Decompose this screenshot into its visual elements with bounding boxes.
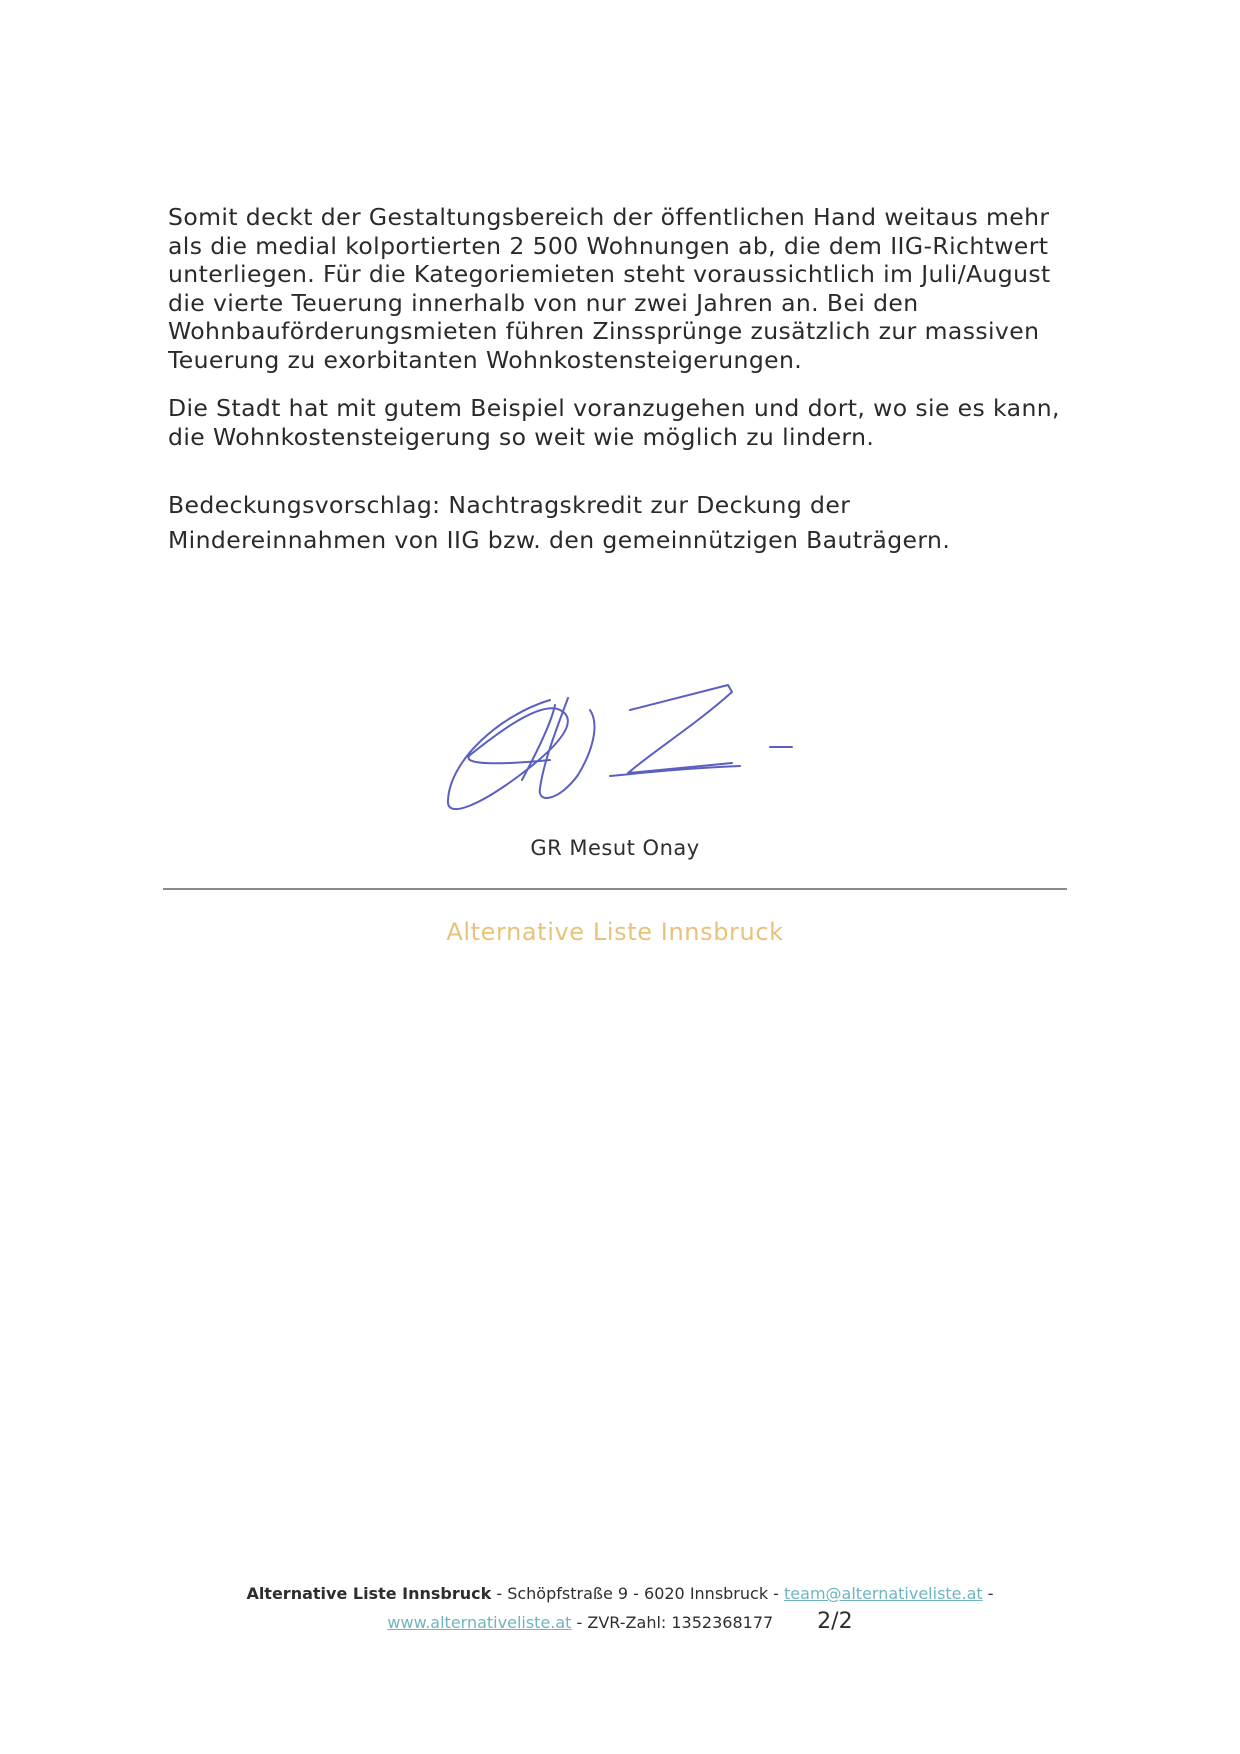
paragraph-housing-costs: Somit deckt der Gestaltungsbereich der öffentlichen Hand weitaus mehr als die medial kolportierten 2 500 Wohnungen ab, die dem IIG-Richtwert unterliegen. Für die Kategoriemieten steht voraussichtlich im Juli/August die vierte Teuerung innerhalb von nur zwei Jahren an. Bei den Wohnbauförderungsmieten führen Zinssprünge zusätzlich zur massiven Teuerung zu exorbitanten Wohnkostensteigerungen. [168,203,1051,374]
signer-name: GR Mesut Onay [530,836,700,860]
footer-website-link[interactable]: www.alternativeliste.at [387,1613,572,1632]
org-tagline: Alternative Liste Innsbruck [446,918,784,946]
footer-org-name: Alternative Liste Innsbruck [246,1584,492,1603]
footer-separator: - [982,1584,994,1603]
divider-line [163,888,1067,890]
page-footer [0,1580,1240,1637]
page-number: 2/2 [817,1609,853,1634]
signature-stroke [628,685,732,773]
footer-zvr: - ZVR-Zahl: 1352368177 [571,1613,774,1632]
footer-line-2 [0,1608,1240,1637]
handwritten-signature [440,680,810,820]
paragraph-funding-proposal: Bedeckungsvorschlag: Nachtragskredit zur Deckung der Mindereinnahmen von IIG bzw. den gemeinnützigen Bauträgern. [168,491,951,554]
signature-stroke [448,700,568,809]
footer-address: - Schöpfstraße 9 - 6020 Innsbruck - [491,1584,785,1603]
footer-line-1 [0,1580,1240,1608]
footer-email-link[interactable]: team@alternativeliste.at [784,1584,983,1603]
signature-stroke [540,698,595,798]
paragraph-city-example: Die Stadt hat mit gutem Beispiel voranzugehen und dort, wo sie es kann, die Wohnkostensteigerung so weit wie möglich zu lindern. [168,394,1060,451]
